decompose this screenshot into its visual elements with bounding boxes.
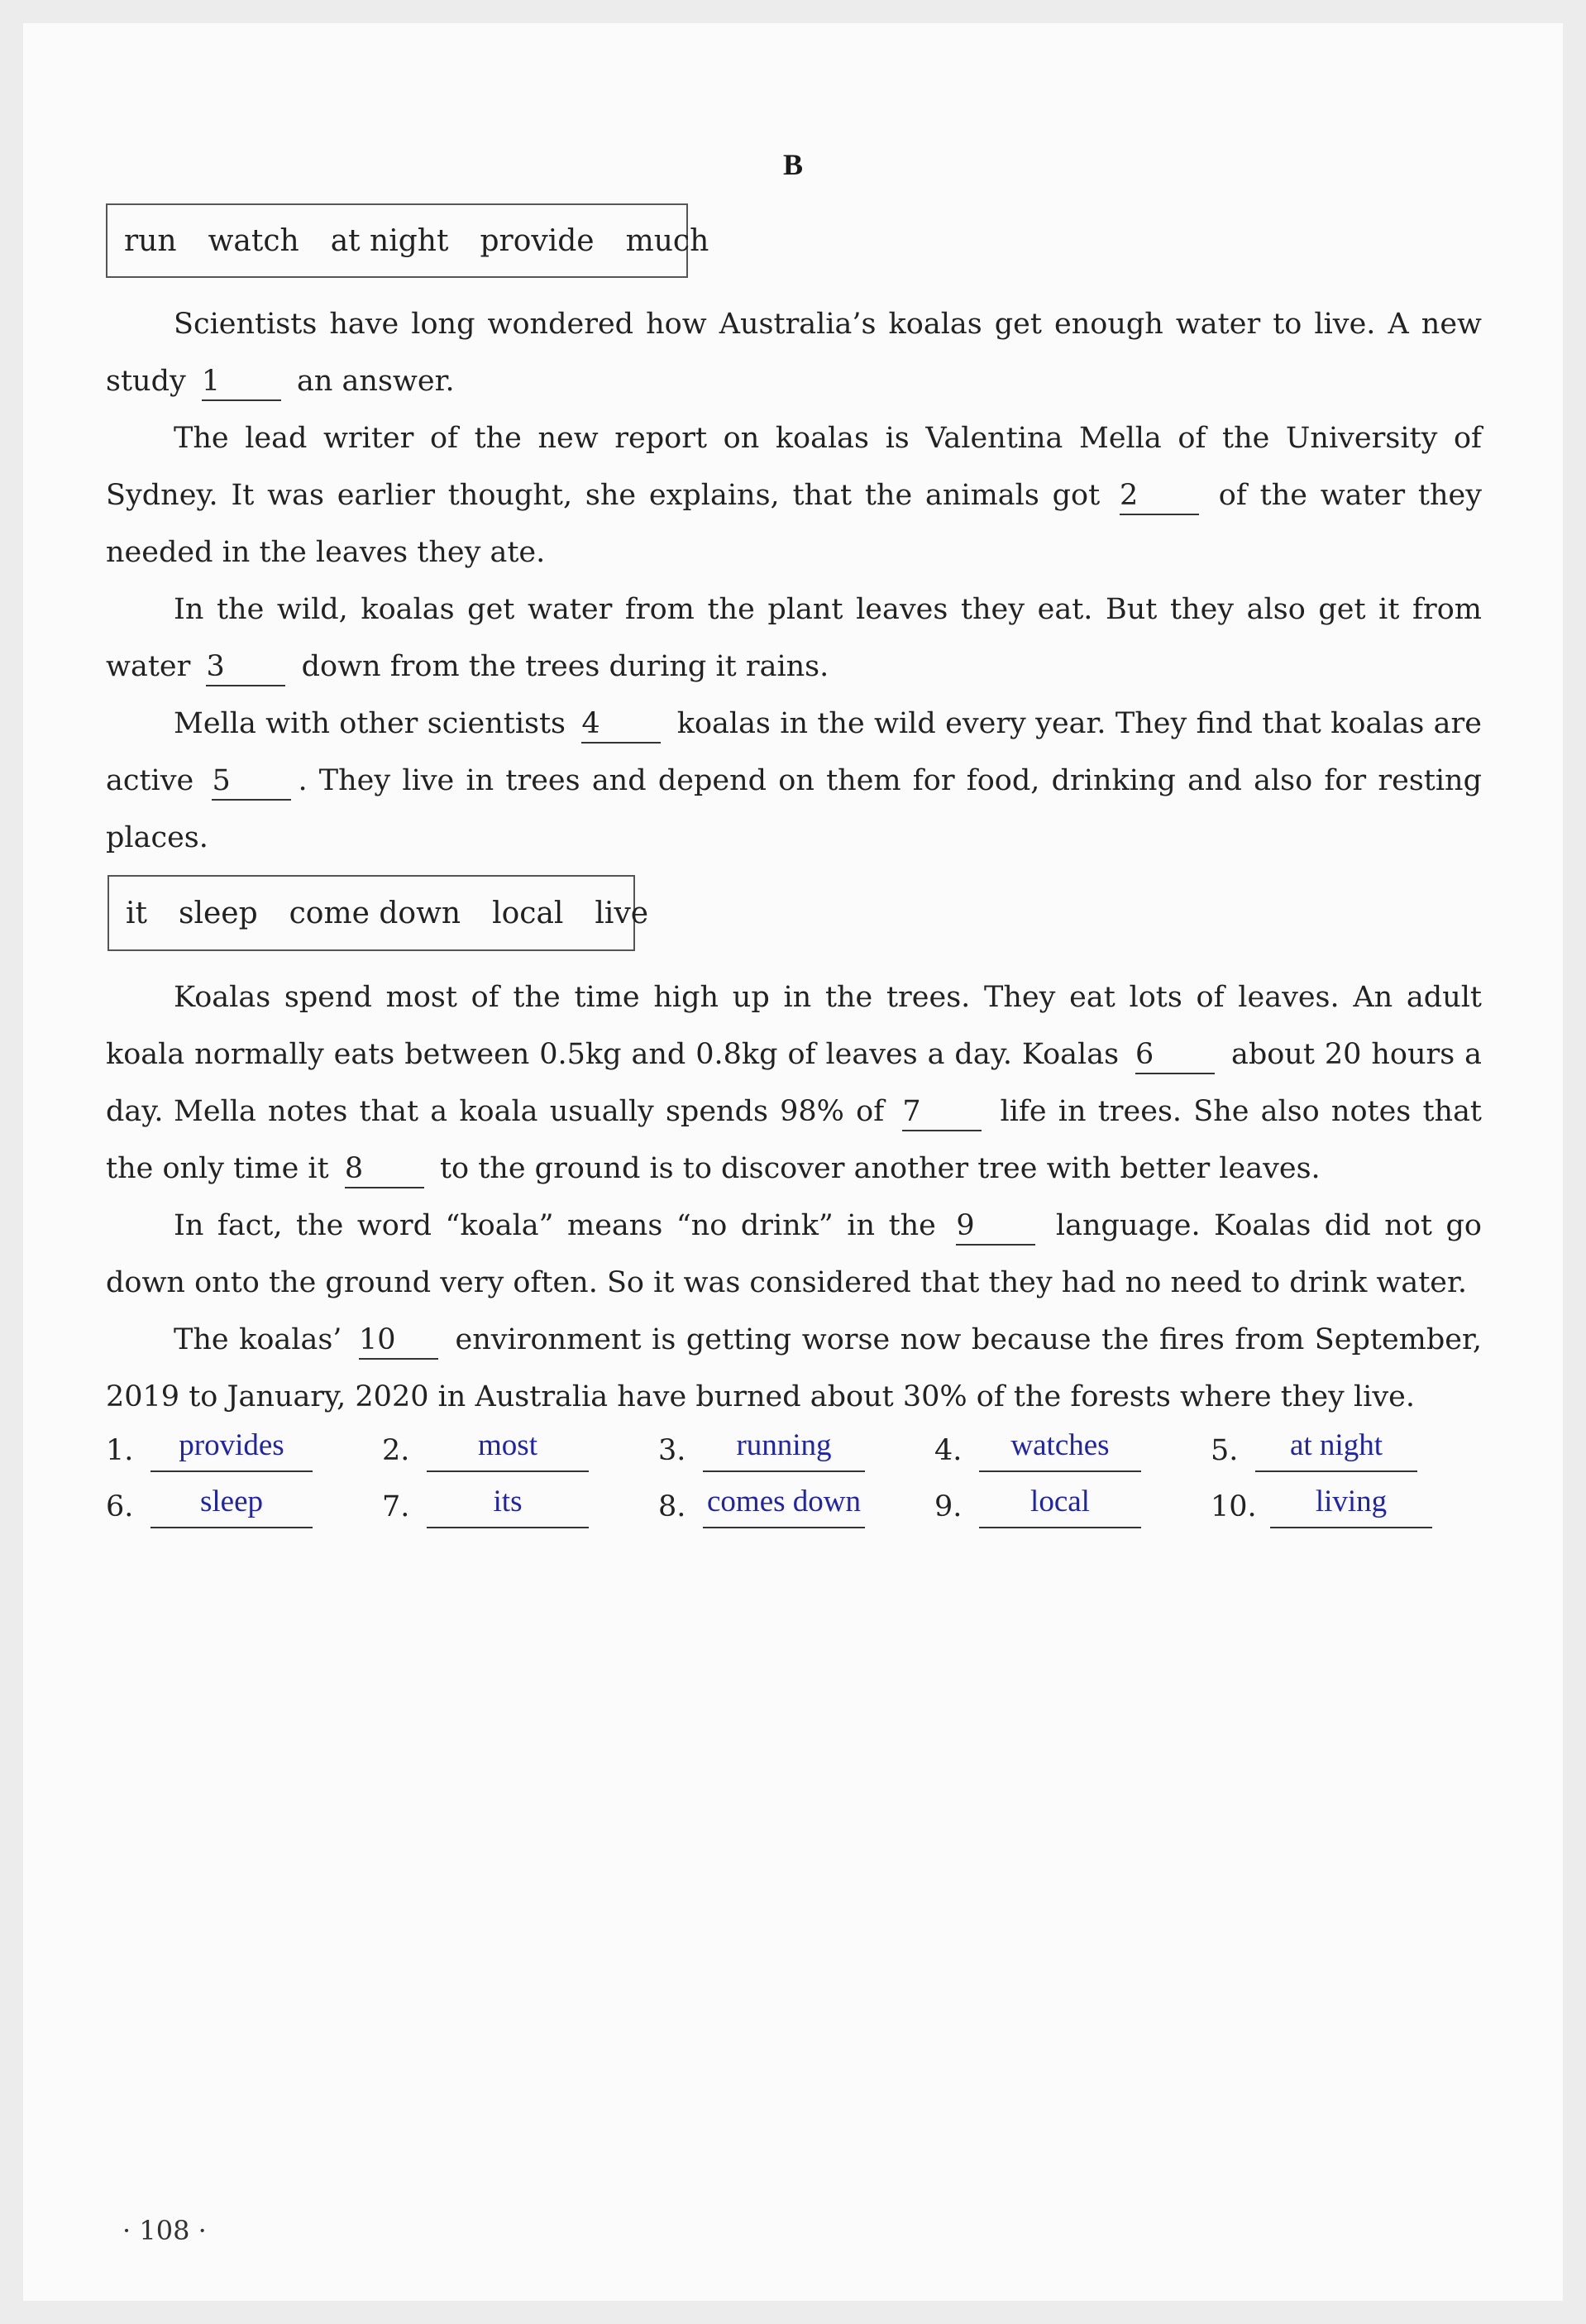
paragraph-text: about 20 hours a day. xyxy=(106,1038,1483,1128)
paragraph-text: In the wild, koalas get water from the plant leaves they eat. But they also get it from water xyxy=(106,593,1482,683)
worksheet-page xyxy=(23,23,1563,2301)
answer-text: comes down xyxy=(703,1482,865,1528)
paragraph-text: The lead writer of the new report on koalas is Valentina Mella of the University of Sydney. It was earlier thought, she explains, that the animals got xyxy=(106,422,1482,512)
paragraph-text: down from the trees during it rains. xyxy=(292,650,829,683)
paragraph-text: koalas in the wild every year. They find that koalas are active xyxy=(106,707,1482,797)
answer-blank: 3 xyxy=(206,648,285,686)
page-number: · 108 · xyxy=(122,2215,207,2246)
word-bank-word: much xyxy=(625,223,709,258)
answer-text: at night xyxy=(1255,1426,1417,1472)
answer-number: 4. xyxy=(934,1434,963,1467)
answer-text: watches xyxy=(979,1426,1141,1472)
word-bank-word: live xyxy=(595,896,649,930)
word-bank-2 xyxy=(107,875,649,951)
answer-blank: 1 xyxy=(202,363,281,401)
word-bank-word: come down xyxy=(289,896,461,930)
passage-paragraph xyxy=(106,296,1482,410)
word-bank-word: run xyxy=(124,223,177,258)
word-bank-word: sleep xyxy=(178,896,258,930)
answer-number: 6. xyxy=(106,1490,134,1523)
word-bank-1 xyxy=(106,203,709,278)
answer-number: 9. xyxy=(934,1490,963,1523)
paragraph-text: In fact, the word “koala” means “no drink” in the xyxy=(174,1209,950,1242)
paragraph-text: Koalas spend most of the time high up in the trees. They eat lots of leaves. An adult koala normally eats between 0.5kg and 0.8kg of leaves a day. Koalas xyxy=(106,981,1482,1071)
answer-blank: 8 xyxy=(345,1150,424,1188)
passage-paragraph xyxy=(106,581,1482,696)
word-bank-word: at night xyxy=(330,223,449,258)
answer-blank: 9 xyxy=(956,1207,1035,1246)
answer-blank: 5 xyxy=(212,763,291,801)
paragraph-text: an answer. xyxy=(287,365,455,398)
paragraph-text: The koalas’ xyxy=(174,1323,352,1356)
answer-text: its xyxy=(427,1482,589,1528)
paragraph-text: . They live in trees and depend on them for food, drinking and also for resting places. xyxy=(106,764,1482,854)
section-title: B xyxy=(782,148,803,181)
passage-paragraph xyxy=(106,696,1482,867)
answer-text: living xyxy=(1270,1482,1432,1528)
paragraph-text: Mella notes that a koala usually spends 98% of xyxy=(174,1095,896,1128)
answer-text: local xyxy=(979,1482,1141,1528)
answer-text: running xyxy=(703,1426,865,1472)
answer-number: 8. xyxy=(658,1490,686,1523)
paragraph-text: language. Koalas did not go down onto the ground very often. So it was considered that they had no need to drink water. xyxy=(106,1209,1482,1299)
paragraph-text: Scientists have long wondered how Australia’s koalas get enough water to live. A new study xyxy=(106,308,1482,398)
answer-number: 10. xyxy=(1211,1490,1257,1523)
answer-text: sleep xyxy=(150,1482,313,1528)
word-bank-word: it xyxy=(126,896,147,930)
passage-paragraph xyxy=(106,410,1482,581)
passage-paragraph xyxy=(106,1198,1482,1312)
word-bank-word: watch xyxy=(208,223,299,258)
answer-blank: 4 xyxy=(581,705,661,744)
answer-number: 3. xyxy=(658,1434,686,1467)
answer-blank: 2 xyxy=(1120,477,1199,515)
answer-blank: 7 xyxy=(902,1093,982,1131)
answer-number: 7. xyxy=(382,1490,410,1523)
word-bank-word: local xyxy=(492,896,564,930)
answer-blank: 6 xyxy=(1135,1036,1215,1074)
answer-text: provides xyxy=(150,1426,313,1472)
passage-paragraph xyxy=(106,1312,1482,1426)
answer-blank: 10 xyxy=(359,1322,438,1360)
passage-paragraph xyxy=(106,1083,1482,1198)
answer-text: most xyxy=(427,1426,589,1472)
answer-number: 1. xyxy=(106,1434,134,1467)
paragraph-text: environment is getting worse now because the fires from September, 2019 to January, 2020 in Australia have burned about 30% of the forests where they live. xyxy=(106,1323,1482,1413)
answer-number: 2. xyxy=(382,1434,410,1467)
paragraph-text: of the water they needed in the leaves they ate. xyxy=(106,479,1482,569)
answer-number: 5. xyxy=(1211,1434,1239,1467)
paragraph-text: life in trees. She also notes that the only time it xyxy=(106,1095,1482,1185)
word-bank-word: provide xyxy=(480,223,595,258)
paragraph-text: Mella with other scientists xyxy=(174,707,576,740)
paragraph-text: to the ground is to discover another tree with better leaves. xyxy=(430,1152,1321,1185)
